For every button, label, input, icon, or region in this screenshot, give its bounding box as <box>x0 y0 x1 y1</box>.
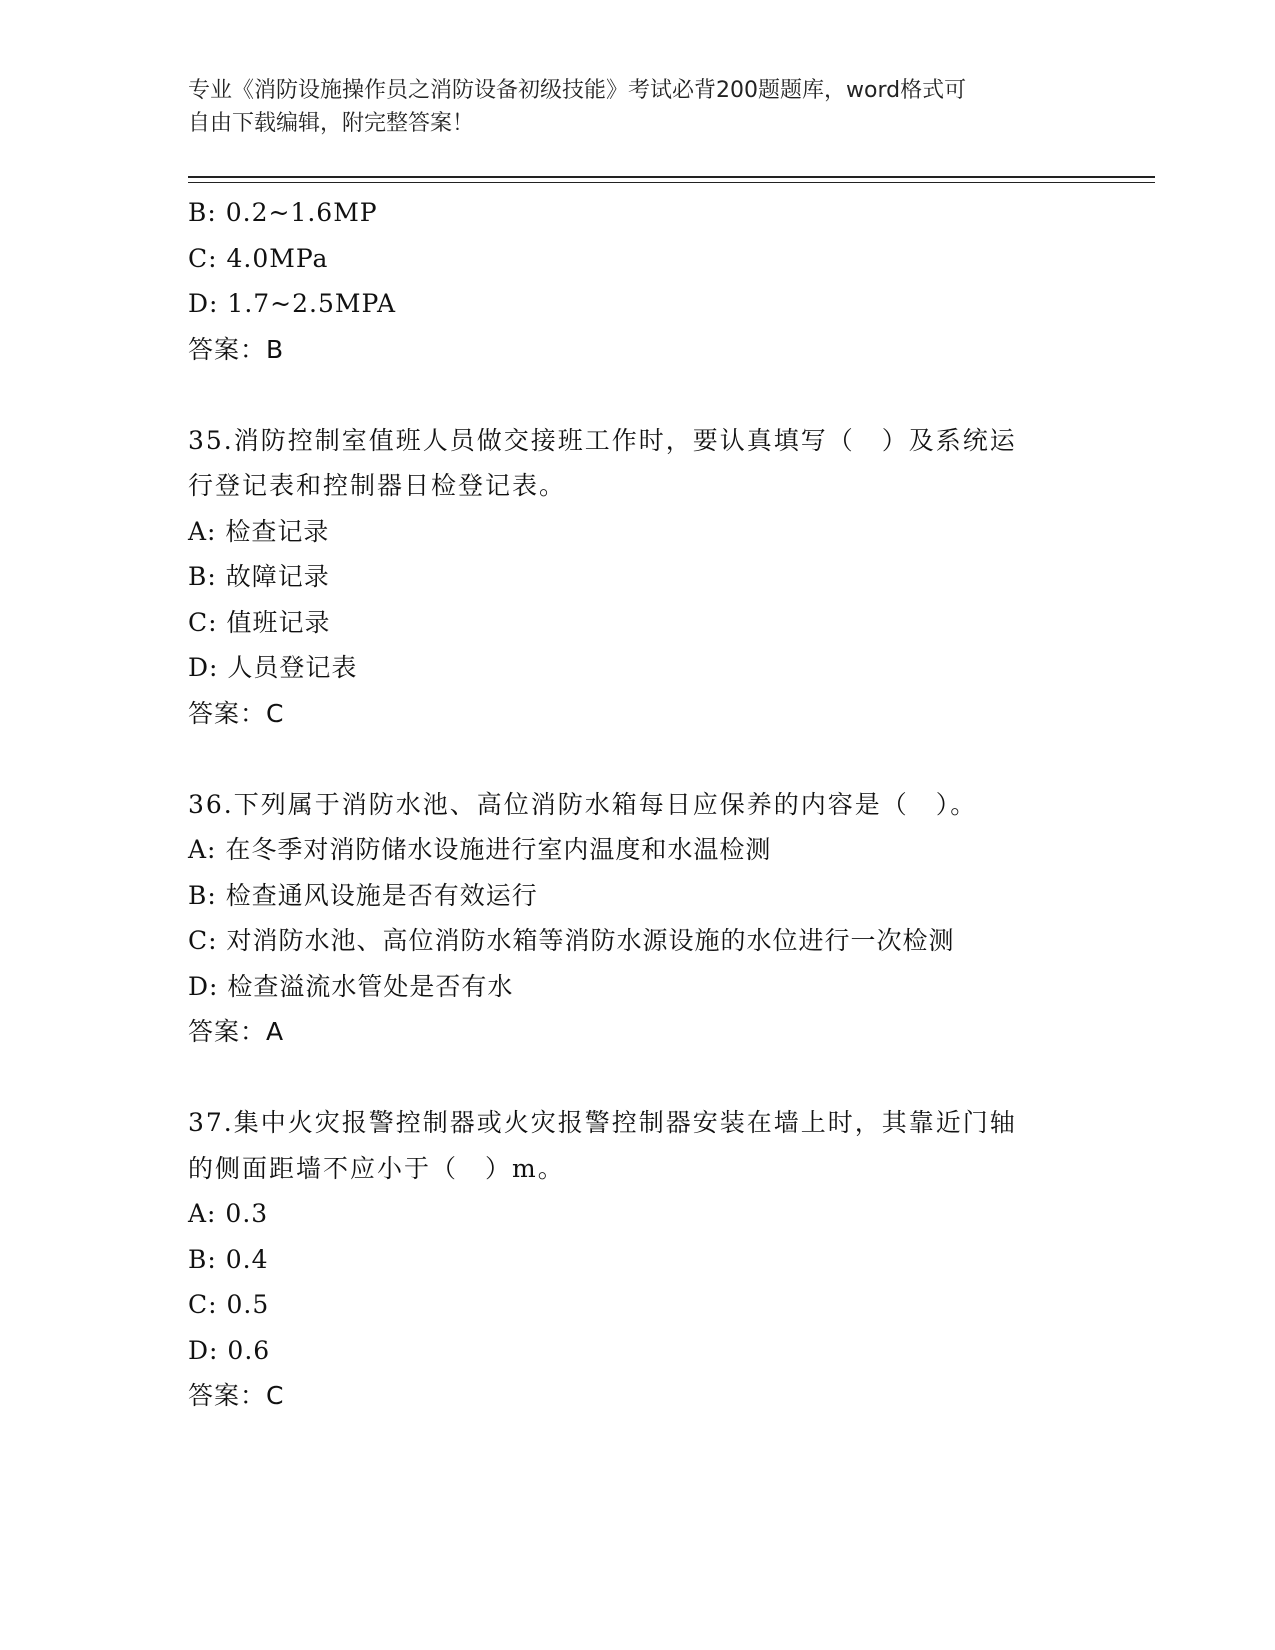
option-b: B: 检查通风设施是否有效运行 <box>188 880 538 910</box>
header-divider <box>188 176 1155 178</box>
spacer <box>188 736 1088 782</box>
question-text: 36.下列属于消防水池、高位消防水箱每日应保养的内容是（ ）。 <box>188 789 978 819</box>
option-b: B: 故障记录 <box>188 562 330 591</box>
question-content <box>188 190 1088 1419</box>
option-c: C: 值班记录 <box>188 607 331 637</box>
option-a: A: 检查记录 <box>188 516 330 546</box>
option-c: C: 0.5 <box>188 1290 270 1319</box>
option-d: D: 1.7~2.5MPA <box>188 289 397 318</box>
answer-label: 答案：C <box>188 698 285 728</box>
option-d: D: 0.6 <box>188 1335 271 1365</box>
option-a: A: 0.3 <box>188 1199 269 1228</box>
question-36 <box>188 782 1088 1055</box>
option-c: C: 对消防水池、高位消防水箱等消防水源设施的水位进行一次检测 <box>188 926 955 955</box>
header-line-2: 自由下载编辑，附完整答案！ <box>188 111 475 136</box>
question-35 <box>188 418 1088 737</box>
question-37 <box>188 1100 1088 1419</box>
header-line-1: 专业《消防设施操作员之消防设备初级技能》考试必背200题题库，word格式可 <box>188 78 967 103</box>
option-d: D: 检查溢流水管处是否有水 <box>188 971 514 1001</box>
question-text: 37.集中火灾报警控制器或火灾报警控制器安装在墙上时，其靠近门轴 <box>188 1108 1017 1137</box>
option-b: B: 0.4 <box>188 1244 269 1274</box>
question-text: 的侧面距墙不应小于（ ）m。 <box>188 1153 565 1183</box>
option-d: D: 人员登记表 <box>188 653 358 682</box>
spacer <box>188 372 1088 418</box>
header-divider-thin <box>188 182 1155 183</box>
question-text: 行登记表和控制器日检登记表。 <box>188 471 567 500</box>
answer-label: 答案：B <box>188 334 285 364</box>
option-c: C: 4.0MPa <box>188 243 329 273</box>
question-34-continued <box>188 190 1088 372</box>
answer-label: 答案：C <box>188 1381 285 1410</box>
answer-label: 答案：A <box>188 1017 285 1046</box>
option-a: A: 在冬季对消防储水设施进行室内温度和水温检测 <box>188 835 772 864</box>
document-header <box>188 74 1068 140</box>
question-text: 35.消防控制室值班人员做交接班工作时，要认真填写（ ）及系统运 <box>188 425 1017 455</box>
option-b: B: 0.2~1.6MP <box>188 198 378 227</box>
spacer <box>188 1055 1088 1101</box>
